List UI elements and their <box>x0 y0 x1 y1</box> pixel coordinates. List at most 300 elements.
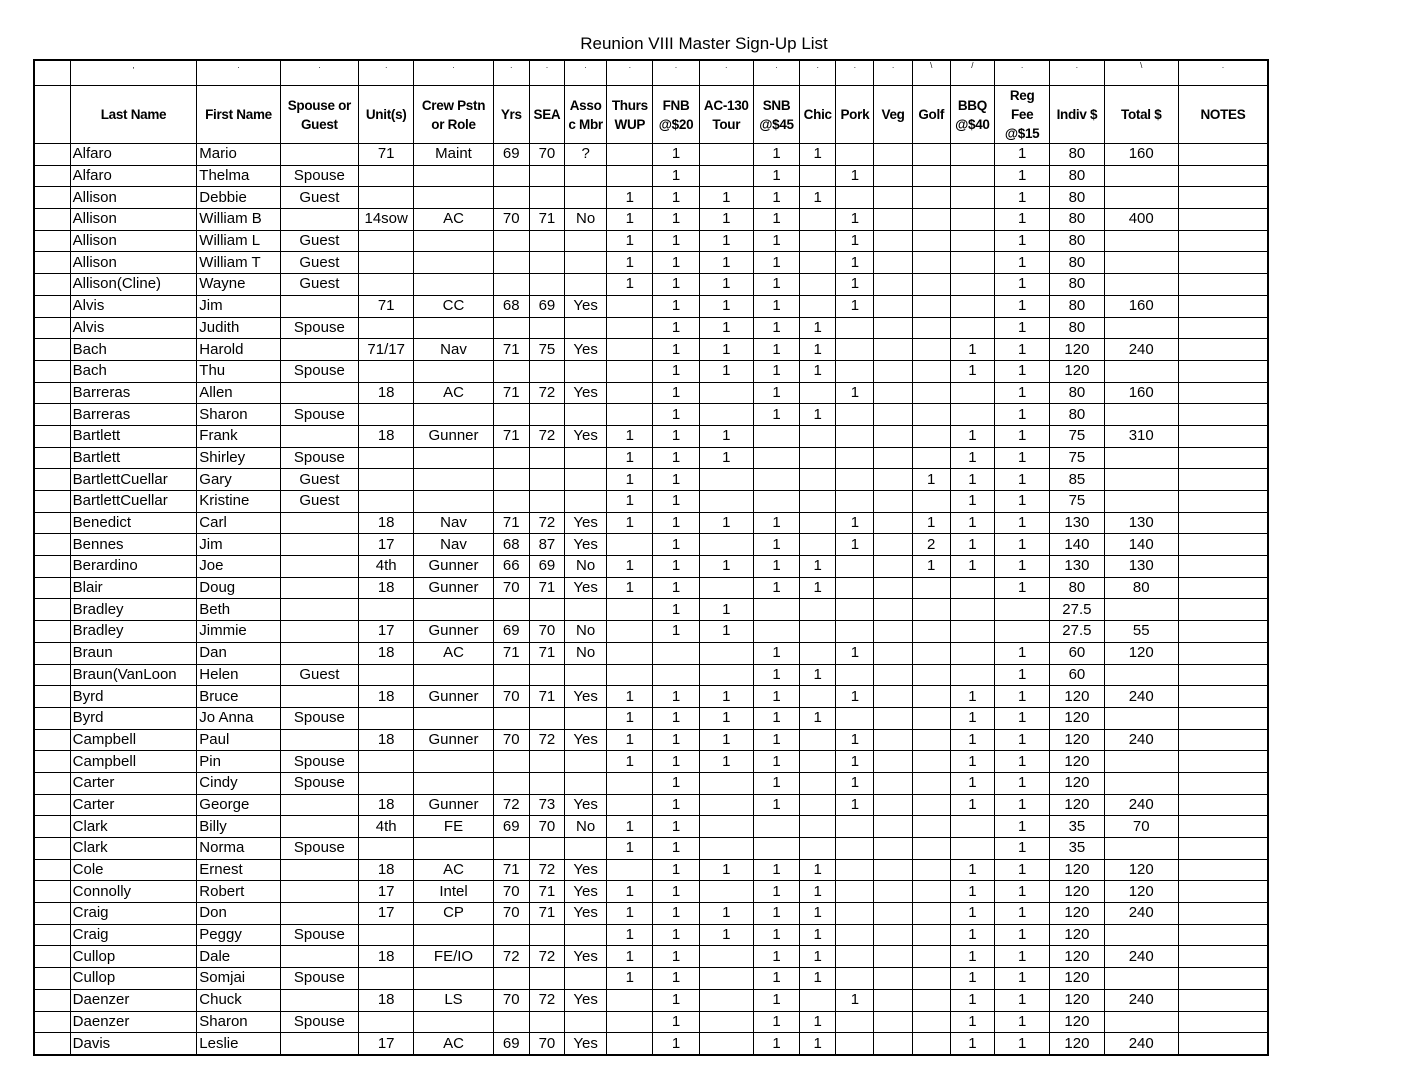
table-cell <box>359 599 414 621</box>
table-cell <box>950 187 994 209</box>
table-cell: 1 <box>995 751 1050 773</box>
table-cell <box>1178 642 1268 664</box>
table-cell <box>1104 751 1178 773</box>
table-cell <box>529 404 564 426</box>
table-cell: 120 <box>1050 360 1104 382</box>
table-cell <box>874 599 912 621</box>
table-cell: 1 <box>607 274 653 296</box>
table-cell <box>34 859 70 881</box>
header-row <box>34 86 1268 144</box>
table-cell: 1 <box>653 707 699 729</box>
table-cell: 1 <box>699 209 753 231</box>
table-cell: William B <box>197 209 280 231</box>
table-cell: Ernest <box>197 859 280 881</box>
table-cell: No <box>565 621 607 643</box>
table-cell <box>874 295 912 317</box>
table-cell <box>359 469 414 491</box>
table-cell: 70 <box>529 816 564 838</box>
table-row <box>34 230 1268 252</box>
table-cell: 1 <box>653 556 699 578</box>
table-cell: 1 <box>607 881 653 903</box>
table-cell <box>280 339 358 361</box>
table-cell <box>34 946 70 968</box>
table-cell: 1 <box>753 165 799 187</box>
table-cell <box>493 230 529 252</box>
table-cell <box>874 534 912 556</box>
table-cell: Bartlett <box>70 425 197 447</box>
column-header: FNB @$20 <box>653 86 699 144</box>
table-cell <box>800 274 836 296</box>
table-row <box>34 751 1268 773</box>
table-cell <box>359 838 414 860</box>
table-cell <box>414 230 493 252</box>
table-cell <box>529 491 564 513</box>
table-cell <box>836 360 874 382</box>
table-cell: 1 <box>699 360 753 382</box>
table-cell <box>493 274 529 296</box>
tick-cell: . <box>874 60 912 86</box>
table-cell <box>836 577 874 599</box>
table-cell <box>912 404 950 426</box>
table-cell <box>34 794 70 816</box>
table-cell <box>565 751 607 773</box>
table-cell <box>800 252 836 274</box>
table-cell: 1 <box>653 491 699 513</box>
table-cell: William T <box>197 252 280 274</box>
table-cell <box>800 425 836 447</box>
table-cell: 240 <box>1104 989 1178 1011</box>
table-cell: 1 <box>607 686 653 708</box>
table-cell: Yes <box>565 729 607 751</box>
table-cell: Spouse <box>280 404 358 426</box>
table-row <box>34 382 1268 404</box>
table-cell: Leslie <box>197 1033 280 1055</box>
table-cell <box>493 252 529 274</box>
table-cell: CP <box>414 903 493 925</box>
table-cell: 1 <box>607 209 653 231</box>
table-cell: 17 <box>359 621 414 643</box>
table-cell: Guest <box>280 491 358 513</box>
table-cell <box>34 187 70 209</box>
table-cell <box>950 252 994 274</box>
table-cell <box>1104 924 1178 946</box>
table-cell <box>912 165 950 187</box>
table-cell <box>493 599 529 621</box>
table-cell <box>912 642 950 664</box>
table-cell: 1 <box>995 469 1050 491</box>
table-cell: Braun(VanLoon <box>70 664 197 686</box>
table-cell <box>565 469 607 491</box>
table-cell: 1 <box>800 556 836 578</box>
table-cell: 1 <box>950 491 994 513</box>
table-row <box>34 881 1268 903</box>
table-cell: Spouse <box>280 447 358 469</box>
table-cell: 1 <box>995 165 1050 187</box>
table-cell: 60 <box>1050 642 1104 664</box>
table-cell: 1 <box>800 144 836 166</box>
table-cell: Spouse <box>280 1011 358 1033</box>
table-cell: 1 <box>995 664 1050 686</box>
table-cell <box>1104 274 1178 296</box>
table-cell: 1 <box>995 534 1050 556</box>
table-cell: 70 <box>493 686 529 708</box>
table-cell: 1 <box>607 491 653 513</box>
table-cell <box>874 686 912 708</box>
table-cell: Cole <box>70 859 197 881</box>
table-cell <box>912 252 950 274</box>
table-cell: FE/IO <box>414 946 493 968</box>
table-cell <box>950 382 994 404</box>
table-cell: 75 <box>1050 447 1104 469</box>
table-cell: 1 <box>699 295 753 317</box>
table-cell <box>1104 317 1178 339</box>
table-row <box>34 772 1268 794</box>
table-cell <box>1178 924 1268 946</box>
table-cell <box>493 187 529 209</box>
table-cell <box>912 794 950 816</box>
table-cell <box>874 491 912 513</box>
tick-cell: . <box>359 60 414 86</box>
table-cell <box>1178 360 1268 382</box>
table-cell <box>529 838 564 860</box>
table-cell <box>699 1011 753 1033</box>
table-cell: 70 <box>493 881 529 903</box>
table-cell: 1 <box>653 512 699 534</box>
table-cell <box>1104 447 1178 469</box>
table-cell: Alfaro <box>70 165 197 187</box>
table-cell <box>874 144 912 166</box>
table-cell <box>699 382 753 404</box>
table-cell: 1 <box>753 404 799 426</box>
table-cell <box>1104 838 1178 860</box>
table-cell: Kristine <box>197 491 280 513</box>
table-cell: 1 <box>950 339 994 361</box>
table-cell <box>1178 274 1268 296</box>
table-cell: 1 <box>995 772 1050 794</box>
table-cell: 1 <box>800 859 836 881</box>
table-cell <box>836 1033 874 1055</box>
table-cell: 1 <box>753 317 799 339</box>
table-cell <box>565 838 607 860</box>
table-cell <box>874 621 912 643</box>
table-row <box>34 556 1268 578</box>
table-cell: 120 <box>1050 881 1104 903</box>
table-cell: 27.5 <box>1050 621 1104 643</box>
table-cell: Alvis <box>70 295 197 317</box>
table-cell: Cullop <box>70 946 197 968</box>
table-cell: 80 <box>1050 209 1104 231</box>
table-cell <box>912 881 950 903</box>
table-cell <box>34 556 70 578</box>
table-cell: 1 <box>800 903 836 925</box>
table-cell <box>1178 317 1268 339</box>
table-cell: 1 <box>699 425 753 447</box>
column-header: Reg Fee @$15 <box>995 86 1050 144</box>
table-cell <box>34 772 70 794</box>
table-cell: Yes <box>565 295 607 317</box>
table-cell <box>34 838 70 860</box>
table-cell: 1 <box>653 274 699 296</box>
table-cell <box>836 556 874 578</box>
table-cell: Helen <box>197 664 280 686</box>
table-cell: Yes <box>565 903 607 925</box>
table-row <box>34 491 1268 513</box>
table-cell: 1 <box>607 751 653 773</box>
table-cell: Yes <box>565 512 607 534</box>
table-cell <box>414 968 493 990</box>
table-cell <box>836 404 874 426</box>
table-cell <box>1178 664 1268 686</box>
table-cell: 140 <box>1104 534 1178 556</box>
table-cell: 1 <box>995 491 1050 513</box>
table-cell <box>800 686 836 708</box>
table-cell: 72 <box>529 859 564 881</box>
table-cell: 75 <box>1050 491 1104 513</box>
table-cell: 1 <box>699 274 753 296</box>
table-cell: Thelma <box>197 165 280 187</box>
table-cell: 1 <box>800 968 836 990</box>
table-cell: 1 <box>995 187 1050 209</box>
table-cell: 1 <box>950 534 994 556</box>
table-cell: Gunner <box>414 686 493 708</box>
table-cell: 1 <box>950 859 994 881</box>
table-row <box>34 1033 1268 1055</box>
column-header: Total $ <box>1104 86 1178 144</box>
table-cell: 1 <box>995 859 1050 881</box>
table-cell: 1 <box>653 187 699 209</box>
table-cell <box>800 491 836 513</box>
table-cell <box>836 859 874 881</box>
table-cell: 1 <box>607 838 653 860</box>
table-cell: AC <box>414 859 493 881</box>
table-cell: Bradley <box>70 621 197 643</box>
table-cell: 1 <box>995 924 1050 946</box>
table-cell <box>607 295 653 317</box>
table-cell <box>1178 144 1268 166</box>
table-cell: 1 <box>753 686 799 708</box>
table-cell <box>565 1011 607 1033</box>
table-cell <box>1178 816 1268 838</box>
table-cell: 80 <box>1050 274 1104 296</box>
table-cell <box>414 599 493 621</box>
table-cell <box>34 360 70 382</box>
tick-cell: , <box>70 60 197 86</box>
table-cell <box>874 838 912 860</box>
table-cell <box>565 599 607 621</box>
table-cell: 1 <box>753 968 799 990</box>
table-cell: 80 <box>1104 577 1178 599</box>
table-cell <box>280 642 358 664</box>
table-cell <box>1178 577 1268 599</box>
table-cell <box>836 816 874 838</box>
table-cell <box>699 838 753 860</box>
table-cell <box>34 1011 70 1033</box>
table-cell: 1 <box>653 772 699 794</box>
table-cell <box>699 404 753 426</box>
table-cell <box>874 751 912 773</box>
table-cell: 1 <box>653 903 699 925</box>
table-cell <box>414 664 493 686</box>
column-header: First Name <box>197 86 280 144</box>
table-cell <box>280 729 358 751</box>
table-cell <box>699 469 753 491</box>
table-cell: 400 <box>1104 209 1178 231</box>
table-row <box>34 968 1268 990</box>
table-cell <box>912 491 950 513</box>
table-cell <box>1178 382 1268 404</box>
table-cell: 1 <box>836 772 874 794</box>
table-cell: 71 <box>529 686 564 708</box>
table-cell <box>699 794 753 816</box>
table-cell: 1 <box>753 534 799 556</box>
table-cell <box>493 491 529 513</box>
table-cell <box>359 165 414 187</box>
table-cell <box>607 1011 653 1033</box>
table-cell: Yes <box>565 989 607 1011</box>
table-cell: 1 <box>995 794 1050 816</box>
table-body <box>34 144 1268 1055</box>
table-cell <box>1178 859 1268 881</box>
table-cell: 69 <box>529 556 564 578</box>
table-cell <box>565 360 607 382</box>
table-cell: 1 <box>950 360 994 382</box>
table-cell: 1 <box>995 1033 1050 1055</box>
table-cell: 1 <box>753 1033 799 1055</box>
table-cell: 1 <box>753 772 799 794</box>
table-cell <box>607 1033 653 1055</box>
table-cell <box>34 144 70 166</box>
table-cell: 1 <box>836 382 874 404</box>
table-cell <box>414 491 493 513</box>
table-cell: Guest <box>280 469 358 491</box>
table-cell <box>800 599 836 621</box>
table-cell <box>912 751 950 773</box>
table-row <box>34 816 1268 838</box>
table-row <box>34 707 1268 729</box>
table-row <box>34 165 1268 187</box>
table-cell: 240 <box>1104 339 1178 361</box>
table-cell <box>950 209 994 231</box>
table-cell: Nav <box>414 512 493 534</box>
table-cell <box>1178 339 1268 361</box>
table-cell <box>836 491 874 513</box>
table-cell: 130 <box>1050 512 1104 534</box>
table-cell <box>836 838 874 860</box>
table-cell <box>359 447 414 469</box>
table-cell: 70 <box>493 209 529 231</box>
table-cell <box>280 859 358 881</box>
table-cell: 71 <box>529 881 564 903</box>
table-cell: Beth <box>197 599 280 621</box>
table-cell <box>912 425 950 447</box>
table-cell <box>34 816 70 838</box>
table-cell: Norma <box>197 838 280 860</box>
table-cell <box>699 881 753 903</box>
table-cell: ? <box>565 144 607 166</box>
table-row <box>34 794 1268 816</box>
table-cell: 85 <box>1050 469 1104 491</box>
table-cell <box>874 794 912 816</box>
table-cell <box>280 209 358 231</box>
table-cell: 160 <box>1104 295 1178 317</box>
table-cell <box>529 360 564 382</box>
table-cell <box>493 447 529 469</box>
table-cell: Yes <box>565 382 607 404</box>
table-cell: 1 <box>950 968 994 990</box>
column-header: Crew Pstn or Role <box>414 86 493 144</box>
table-cell: 18 <box>359 946 414 968</box>
table-cell: 1 <box>836 686 874 708</box>
table-cell: 1 <box>800 664 836 686</box>
tick-cell: . <box>197 60 280 86</box>
table-cell: 1 <box>607 252 653 274</box>
table-cell: 1 <box>753 274 799 296</box>
table-cell <box>836 447 874 469</box>
table-cell: 120 <box>1104 881 1178 903</box>
table-cell <box>34 425 70 447</box>
table-cell <box>414 751 493 773</box>
table-cell: 80 <box>1050 230 1104 252</box>
column-header: Indiv $ <box>1050 86 1104 144</box>
table-cell <box>753 491 799 513</box>
table-cell: 1 <box>995 816 1050 838</box>
table-cell: 1 <box>753 794 799 816</box>
table-cell <box>529 1011 564 1033</box>
table-cell <box>359 664 414 686</box>
table-cell: Wayne <box>197 274 280 296</box>
table-cell: 1 <box>699 729 753 751</box>
table-cell <box>874 577 912 599</box>
table-cell <box>874 165 912 187</box>
table-cell: 80 <box>1050 295 1104 317</box>
table-cell: 1 <box>950 729 994 751</box>
table-cell <box>874 1011 912 1033</box>
table-cell: Guest <box>280 274 358 296</box>
table-cell <box>950 144 994 166</box>
table-cell <box>874 209 912 231</box>
table-cell: Joe <box>197 556 280 578</box>
column-header: Chic <box>800 86 836 144</box>
table-cell: 1 <box>753 642 799 664</box>
table-cell <box>565 165 607 187</box>
table-cell <box>699 491 753 513</box>
table-cell: 1 <box>753 924 799 946</box>
table-cell <box>800 469 836 491</box>
table-cell <box>874 382 912 404</box>
table-cell <box>34 274 70 296</box>
table-cell: 120 <box>1050 772 1104 794</box>
table-cell: Berardino <box>70 556 197 578</box>
table-cell: 1 <box>607 903 653 925</box>
table-cell: Bach <box>70 339 197 361</box>
table-cell <box>529 772 564 794</box>
table-cell: 1 <box>699 924 753 946</box>
tick-cell: . <box>414 60 493 86</box>
table-cell <box>34 621 70 643</box>
tick-cell: . <box>800 60 836 86</box>
table-cell: Gunner <box>414 794 493 816</box>
table-cell: 1 <box>653 577 699 599</box>
table-cell <box>1104 772 1178 794</box>
table-cell: Alfaro <box>70 144 197 166</box>
table-cell <box>874 469 912 491</box>
table-cell: 80 <box>1050 577 1104 599</box>
table-cell: Peggy <box>197 924 280 946</box>
table-cell <box>950 230 994 252</box>
table-cell: 1 <box>950 772 994 794</box>
tick-cell: . <box>995 60 1050 86</box>
table-cell: 1 <box>950 794 994 816</box>
